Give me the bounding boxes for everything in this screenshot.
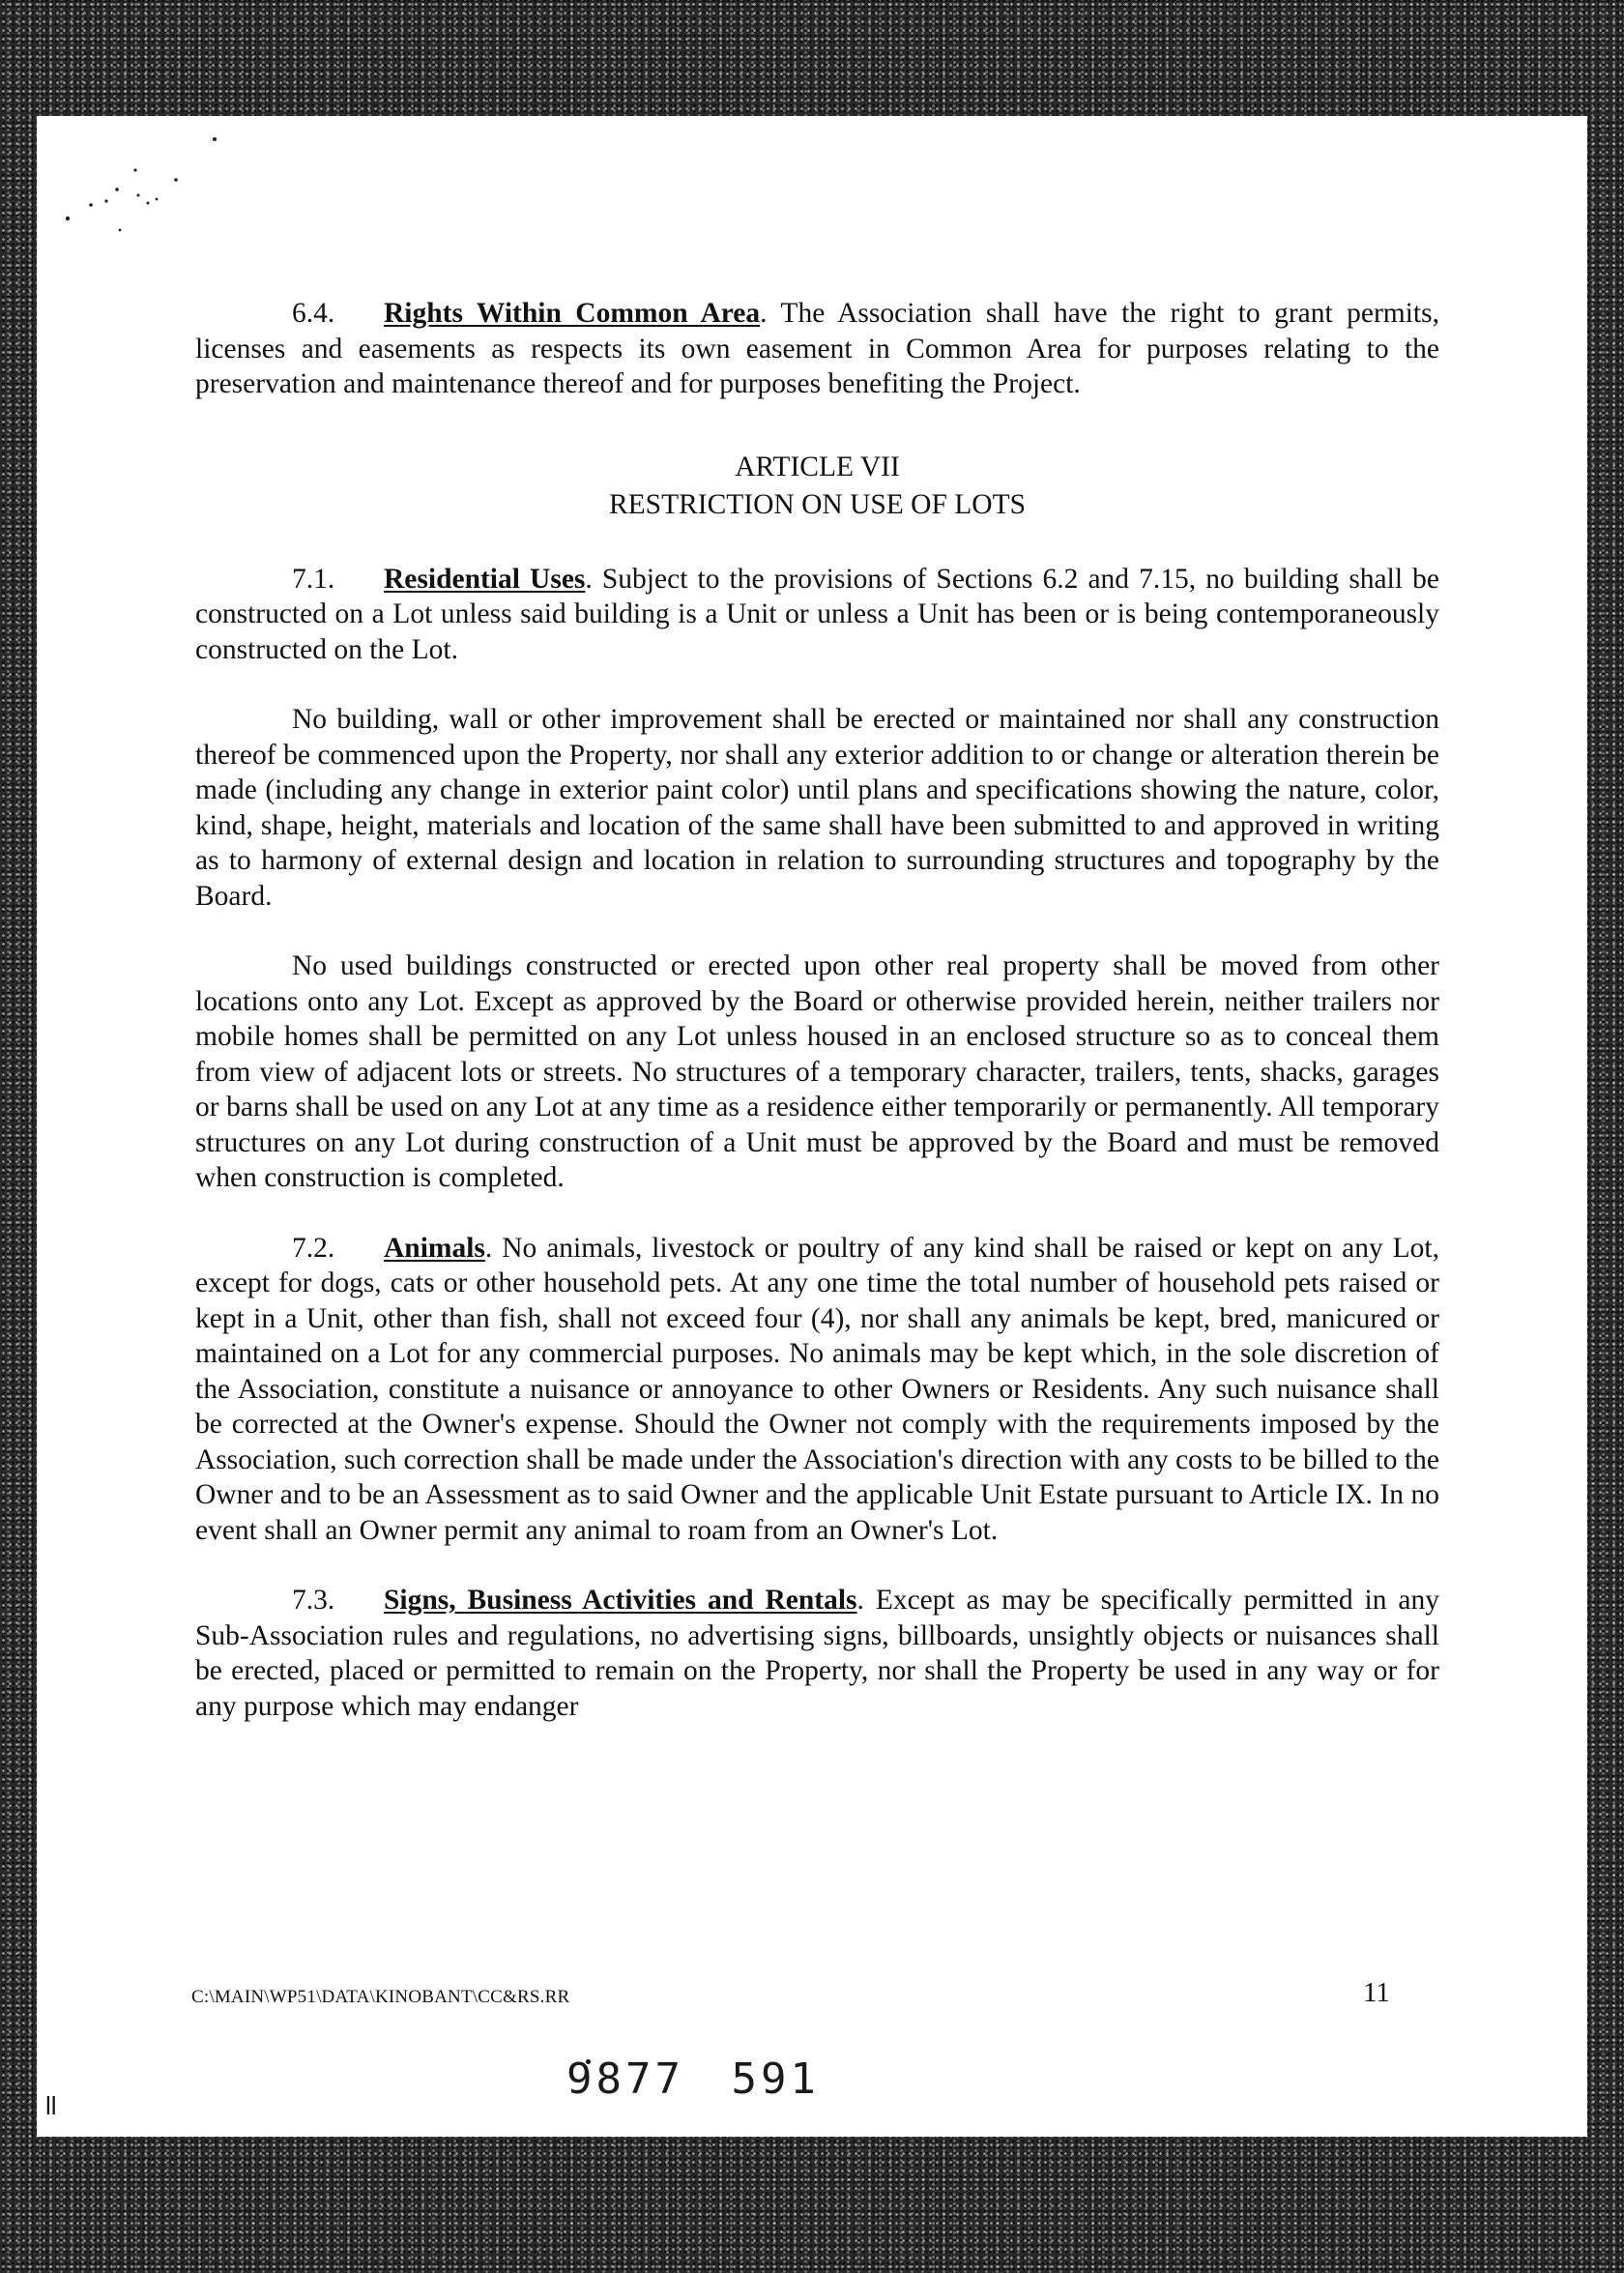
article-number: ARTICLE VII <box>735 451 900 482</box>
paragraph-used-buildings: No used buildings constructed or erected upon other real property shall be moved from other locations onto any Lot. Except as approved by the Board or otherwise provided herein, neither trailers nor mobile homes shall be permitted on any Lot unless housed in an enclosed structure so as to conceal them from view of adjacent lots or streets. No structures of a temporary character, trailers, tents, shacks, garages or barns shall be used on any Lot at any time as a residence either temporarily or permanently. All temporary structures on any Lot during construction of a Unit must be approved by the Board and must be removed when construction is completed. <box>195 950 1439 1193</box>
footer-file-path: C:\MAIN\WP51\DATA\KINOBANT\CC&RS.RR <box>191 1987 570 2007</box>
document-body <box>195 296 1439 1759</box>
article-title: RESTRICTION ON USE OF LOTS <box>608 488 1027 520</box>
section-title: Signs, Business Activities and Rentals <box>384 1585 857 1616</box>
section-6-4 <box>195 296 1439 402</box>
article-heading <box>195 449 1439 524</box>
section-title: Animals <box>384 1232 485 1264</box>
section-body: . The Association shall have the right to grant permits, licenses and easements as respects its own easement in Common Area for purposes relating to the preservation and maintenance thereof and for purposes benefiting the Project. <box>195 298 1439 399</box>
section-7-2 <box>195 1231 1439 1549</box>
section-number: 7.1. <box>292 563 335 595</box>
section-title: Rights Within Common Area <box>384 298 761 329</box>
section-body: . No animals, livestock or poultry of any kind shall be raised or kept on any Lot, except for dogs, cats or other household pets. At any one time the total number of household pets raised or kept in a Unit, other than fish, shall not exceed four (4), nor shall any animals be kept, bred, manicured or maintained on a Lot for any commercial purposes. No animals may be kept which, in the sole discretion of the Association, constitute a nuisance or annoyance to other Owners or Residents. Any such nuisance shall be corrected at the Owner's expense. Should the Owner not comply with the requirements imposed by the Association, such correction shall be made under the Association's direction with any costs to be billed to the Owner and to be an Assessment as to said Owner and the applicable Unit Estate pursuant to Article IX. In no event shall an Owner permit any animal to roam from an Owner's Lot. <box>195 1232 1439 1546</box>
paragraph-improvements: No building, wall or other improvement shall be erected or maintained nor shall any construction thereof be commenced upon the Property, nor shall any exterior addition to or change or alteration therein be made (including any change in exterior paint color) until plans and specifications showing the nature, color, kind, shape, height, materials and location of the same shall have been submitted to and approved in writing as to harmony of external design and location in relation to surrounding structures and topography by the Board. <box>195 704 1439 912</box>
section-7-1 <box>195 562 1439 668</box>
section-number: 7.2. <box>292 1232 335 1264</box>
page-number: 11 <box>1363 1977 1390 2008</box>
section-number: 6.4. <box>292 298 335 329</box>
section-title: Residential Uses <box>384 563 586 595</box>
document-page <box>37 116 1587 2137</box>
margin-mark: ll <box>45 2091 57 2120</box>
section-number: 7.3. <box>292 1585 335 1616</box>
section-7-3 <box>195 1583 1439 1724</box>
recording-stamp: 9877 591 <box>566 2054 820 2104</box>
scan-specks <box>56 126 269 261</box>
section-body: . Subject to the provisions of Sections 6.2 and 7.15, no building shall be constructed on a Lot unless said building is a Unit or unless a Unit has been or is being contemporaneously constructed on the Lot. <box>195 563 1439 665</box>
section-body: . Except as may be specifically permitted in any Sub-Association rules and regulations, no advertising signs, billboards, unsightly objects or nuisances shall be erected, placed or permitted to remain on the Property, nor shall the Property be used in any way or for any purpose which may endanger <box>195 1585 1440 1722</box>
